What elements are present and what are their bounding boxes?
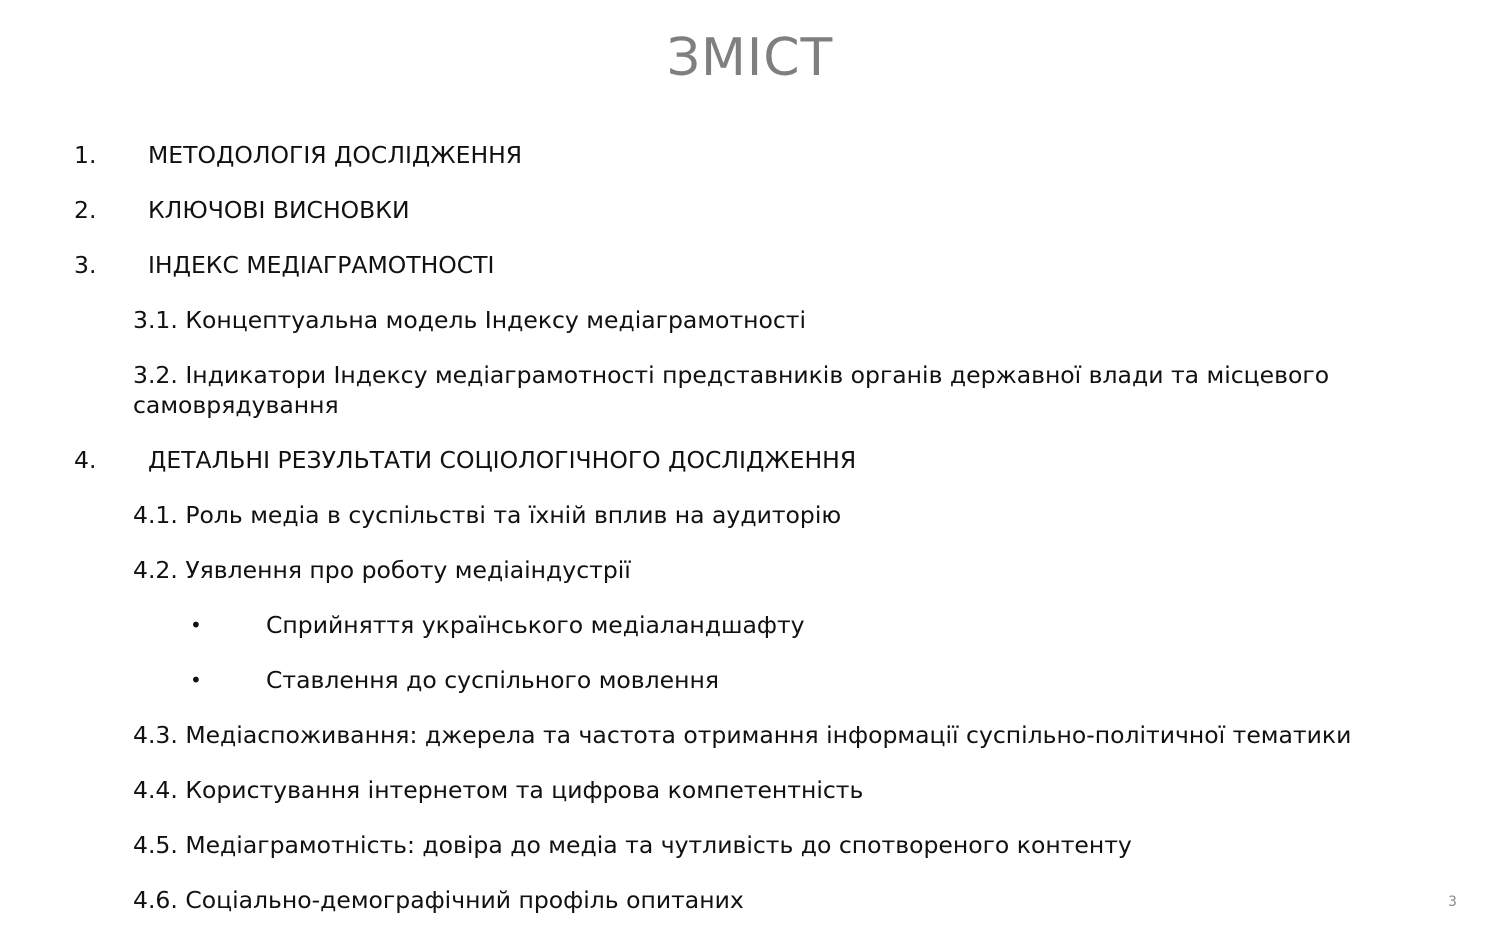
toc-subitem-4-1[interactable]: 4.1. Роль медіа в суспільстві та їхній вплив на аудиторію (133, 501, 842, 529)
toc-subitem-4-2[interactable]: 4.2. Уявлення про роботу медіаіндустрії (133, 556, 631, 584)
toc-item-number: 4. (74, 446, 97, 474)
toc-subitem-3-1[interactable]: 3.1. Концептуальна модель Індексу медіаграмотності (133, 306, 807, 334)
bullet-icon: • (190, 668, 202, 692)
toc-bullet-public-broadcasting[interactable]: Ставлення до суспільного мовлення (266, 666, 720, 694)
toc-item-key-findings[interactable]: КЛЮЧОВІ ВИСНОВКИ (148, 196, 410, 224)
toc-subitem-4-6[interactable]: 4.6. Соціально-демографічний профіль опитаних (133, 886, 744, 914)
page-title: ЗМІСТ (666, 28, 834, 88)
toc-subitem-4-5[interactable]: 4.5. Медіаграмотність: довіра до медіа та чутливість до спотвореного контенту (133, 831, 1132, 859)
toc-item-number: 2. (74, 196, 97, 224)
toc-item-detailed-results[interactable]: ДЕТАЛЬНІ РЕЗУЛЬТАТИ СОЦІОЛОГІЧНОГО ДОСЛІДЖЕННЯ (148, 446, 857, 474)
bullet-icon: • (190, 613, 202, 637)
toc-bullet-media-landscape[interactable]: Сприйняття українського медіаландшафту (266, 611, 805, 639)
page-number: 3 (1448, 894, 1457, 910)
toc-item-media-literacy-index[interactable]: ІНДЕКС МЕДІАГРАМОТНОСТІ (148, 251, 495, 279)
toc-subitem-3-2[interactable]: 3.2. Індикатори Індексу медіаграмотності представників органів державної влади та місцевого самоврядування (133, 361, 1330, 419)
toc-item-number: 3. (74, 251, 97, 279)
toc-subitem-4-3[interactable]: 4.3. Медіаспоживання: джерела та частота отримання інформації суспільно-політичної тематики (133, 721, 1352, 749)
toc-item-methodology[interactable]: МЕТОДОЛОГІЯ ДОСЛІДЖЕННЯ (148, 141, 523, 169)
toc-item-number: 1. (74, 141, 97, 169)
toc-subitem-4-4[interactable]: 4.4. Користування інтернетом та цифрова компетентність (133, 776, 864, 804)
